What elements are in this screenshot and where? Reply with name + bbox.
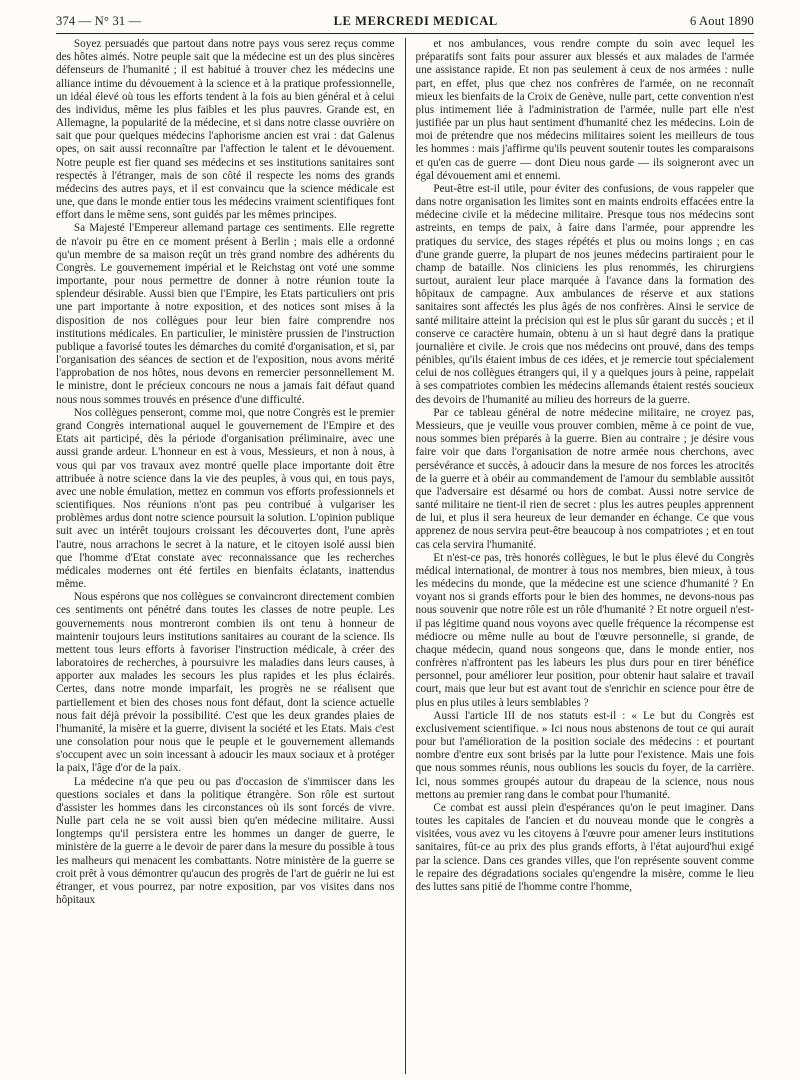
issue-date: 6 Aout 1890 [689, 14, 754, 28]
paragraph: et nos ambulances, vous rendre compte du soin avec lequel les préparatifs sont faits pour assurer aux blessés et aux malades de l'armée une assistance rapide. Et non pas seulement à ceux de nos armées : nulle part, en effet, plus que chez nos confrères de l'armée, on ne reconnaît mieux les bienfaits de la Croix de Genève, nulle part, cette convention n'est plus intimement liée à l'administration de l'armée, nulle part elle n'est justifiée par un plus haut sentiment d'humanité chez les médecins. Loin de moi de prétendre que nos médecins militaires soient les meilleurs de tous les hommes : mais j'affirme qu'ils peuvent soutenir toutes les comparaisons et qu'en cas de guerre — dont Dieu nous garde — ils soigneront avec un égal dévouement ami et ennemi. [415, 38, 754, 182]
journal-title: LE MERCREDI MEDICAL [333, 14, 498, 28]
header-rule [56, 33, 754, 34]
paragraph: Nous espérons que nos collègues se convaincront directement combien ces sentiments ont pénétré dans toutes les classes de notre peuple. Les gouvernements nous montreront combien ils ont tenu à honneur de maintenir toujours leurs institutions sanitaires au courant de la science. Ils mettent tous leurs efforts à favoriser l'instruction médicale, à créer des laboratoires de recherches, à poursuivre les maladies dans leurs causes, à apporter aux malades les secours les plus rapides et les plus éclairés. Certes, dans notre monde imparfait, les progrès ne se réalisent que partiellement et bien des choses nous font défaut, dont la science actuelle nous fait déjà prévoir la possibilité. C'est que les deux grandes plaies de l'humanité, la misère et la guerre, divisent la société et les Etats. Mais c'est une consolation pour nous que le peuple et le gouvernement allemands s'occupent avec un soin incessant à adoucir les maux sociaux et à protéger la paix, l'âge d'or de la paix. [56, 591, 395, 775]
page-number: 374 — N° 31 — [56, 14, 142, 28]
paragraph: Sa Majesté l'Empereur allemand partage ces sentiments. Elle regrette de n'avoir pu être en ce moment présent à Berlin ; mais elle a ordonné qu'un membre de sa maison reçût un très grand nombre des adhérents du Congrès. Le gouvernement impérial et le Reichstag ont voté une somme importante, pour nous permettre de donner à notre réunion toute la splendeur désirable. Aussi bien que l'Empire, les Etats particuliers ont pris une part importante à notre exposition, et des notices sont mises à la disposition de nos collègues pour leur bien faire comprendre nos institutions médicales. En particulier, le ministère prussien de l'instruction publique a favorisé toutes les démarches du comité d'organisation, et si, par l'organisation des séances de section et de l'exposition, nous avons mérité l'approbation de nos hôtes, nous devons en remercier personnellement M. le ministre, dont le précieux concours ne nous a jamais fait défaut quand nous nous sommes trouvés en présence d'une difficulté. [56, 222, 395, 406]
paragraph: Et n'est-ce pas, très honorés collègues, le but le plus élevé du Congrès médical international, de montrer à tous nos membres, bien mieux, à tous les médecins du monde, que la médecine est une science d'humanité ? En voyant nos si grands efforts pour le bien des hommes, ne devons-nous pas nous souvenir que notre rôle est un rôle d'humanité ? Et notre orgueil n'est-il pas légitime quand nous voyons avec quelle fréquence la récompense est médiocre ou même nulle au bout de l'œuvre personnelle, si grande, de chaque médecin, quand nous songeons que, dans le monde entier, nos confrères n'affrontent pas les labeurs les plus durs pour en tirer bénéfice personnel, pour améliorer leur position, pour obtenir haut salaire et travail court, mais que leur but est avant tout de s'enrichir en science pour être de plus en plus utiles à leurs semblables ? [415, 551, 754, 709]
left-column [56, 38, 395, 1074]
paragraph: Ce combat est aussi plein d'espérances qu'on le peut imaginer. Dans toutes les capitales de l'ancien et du nouveau monde que le congrès a visitées, vous avez vu les citoyens à l'œuvre pour amener leurs institutions sanitaires, fût-ce au prix des plus grands efforts, à l'état aujourd'hui exigé par la science. Dans ces grandes villes, que l'on représente souvent comme le repaire des dégradations sociales qu'engendre la misère, comme le lieu des luttes sans pitié de l'homme contre l'homme, [415, 801, 754, 893]
column-divider [405, 38, 406, 1074]
paragraph: La médecine n'a que peu ou pas d'occasion de s'immiscer dans les questions sociales et dans la politique étrangère. Son rôle est surtout d'assister les hommes dans les circonstances où ils sont forcés de vivre. Nulle part cela ne se voit aussi bien qu'en médecine militaire. Aussi longtemps qu'il persistera entre les hommes un danger de guerre, le ministère de la guerre a le devoir de parer dans la mesure du possible à tous les malheurs qui menacent les combattants. Notre ministère de la guerre se croit prêt à vous démontrer qu'aucun des progrès de l'art de guérir ne lui est étranger, et vous pourrez, par notre exposition, par vos visites dans nos hôpitaux [56, 775, 395, 907]
paragraph: Soyez persuadés que partout dans notre pays vous serez reçus comme des hôtes aimés. Notre peuple sait que la médecine est un des plus sincères défenseurs de l'humanité ; il est habitué à trouver chez les médecins une alliance intime du dévouement à la science et à la pratique professionnelle, un idéal élevé où tous les efforts tendent à la fois au bien général et à celui des individus, même les plus faibles et les plus pauvres. Grande est, en Allemagne, la popularité de la médecine, et si dans notre classe ouvrière on sait que pour quelques médecins l'aphorisme ancien est vrai : dat Galenus opes, on sait aussi reconnaître par l'affection le talent et le dévouement. Notre peuple est fier quand ses médecins et ses institutions sanitaires sont respectés à l'étranger, mais de son côté il respecte les noms des grands médecins des autres pays, et il est convaincu que la science médicale est une, que dans le monde entier tous les médecins vraiment scientifiques font effort dans le même sens, sont guidés par les mêmes principes. [56, 38, 395, 222]
page-header [56, 14, 754, 29]
paragraph: Aussi l'article III de nos statuts est-il : « Le but du Congrès est exclusivement scientifique. » Ici nous nous abstenons de tout ce qui aurait pour but l'amélioration de la position sociale des médecins : et pourtant nombre d'entre eux sont brisés par la lutte pour l'existence. Mais une fois que nous sommes réunis, nous oublions les soucis du foyer, de la carrière. Ici, nous sommes groupés autour du drapeau de la science, nous nous mettons au premier rang dans le combat pour l'humanité. [415, 709, 754, 801]
text-columns [56, 38, 754, 1074]
paragraph: Par ce tableau général de notre médecine militaire, ne croyez pas, Messieurs, que je veuille vous prouver combien, même à ce point de vue, nous sommes bien préparés à la guerre. Bien au contraire ; je désire vous faire voir que dans l'organisation de notre armée nous cherchons, avec persévérance et succès, à adoucir dans la mesure de nos forces les atrocités de la guerre et à obéir au commandement de l'amour du semblable aussitôt que l'adversaire est désarmé ou hors de combat. Aussi notre service de santé militaire ne tient-il rien de secret : plus les autres peuples apprennent de lui, et plus il sera heureux de leur demander en échange. Ce que vous apprenez de nous servira peut-être beaucoup à nos compatriotes ; et en tout cas cela servira l'humanité. [415, 406, 754, 551]
paragraph: Peut-être est-il utile, pour éviter des confusions, de vous rappeler que dans notre organisation les limites sont en maints endroits effacées entre la médecine civile et la médecine militaire. Presque tous nos médecins sont astreints, en temps de paix, à faire dans l'armée, pour apprendre les pratiques du service, des stages répétés et plus ou moins longs ; en cas d'une grande guerre, la plupart de nos jeunes médecins partiraient pour le champ de bataille. Nos cliniciens les plus renommés, les chirurgiens surtout, auraient leur place marquée à l'avance dans la formation des hôpitaux de campagne. Aux ambulances de réserve et aux stations sanitaires sont affectés les plus âgés de nos confrères. Ainsi le service de santé militaire atteint la précision qui est le plus sûr garant du succès ; et il conserve ce caractère humain, obtenu à un si haut degré dans la pratique journalière et civile. Je crois que nos médecins ont prouvé, dans des temps pénibles, qu'ils étaient imbus de ces idées, et je remercie tout spécialement celui de nos collègues étrangers qui, il y a quelques jours à peine, rappelait à ses compatriotes combien les médecins allemands étaient restés soucieux des devoirs de l'humanité au milieu des horreurs de la guerre. [415, 182, 754, 406]
right-column [416, 38, 755, 1074]
paragraph: Nos collègues penseront, comme moi, que notre Congrès est le premier grand Congrès international auquel le gouvernement de l'Empire et des Etats ait participé, dès la période d'organisation préliminaire, avec une aussi grande ardeur. L'honneur en est à vous, Messieurs, et non à nous, à vous qui par vos travaux avez montré quelle place importante doit être attribuée à notre science dans la vie des peuples, à vous qui, en tous pays, avec une noble émulation, mettez en commun vos efforts professionnels et scientifiques. Nos réunions n'ont pas peu contribué à vulgariser les problèmes ardus dont notre science poursuit la solution. L'opinion publique suit avec un intérêt toujours croissant les découvertes dont, l'une après l'autre, nous arrachons le secret à la nature, et le citoyen isolé aussi bien que l'homme d'Etat constate avec reconnaissance que les recherches médicales modernes ont été fertiles en bienfaits éclatants, inattendus même. [56, 406, 395, 591]
